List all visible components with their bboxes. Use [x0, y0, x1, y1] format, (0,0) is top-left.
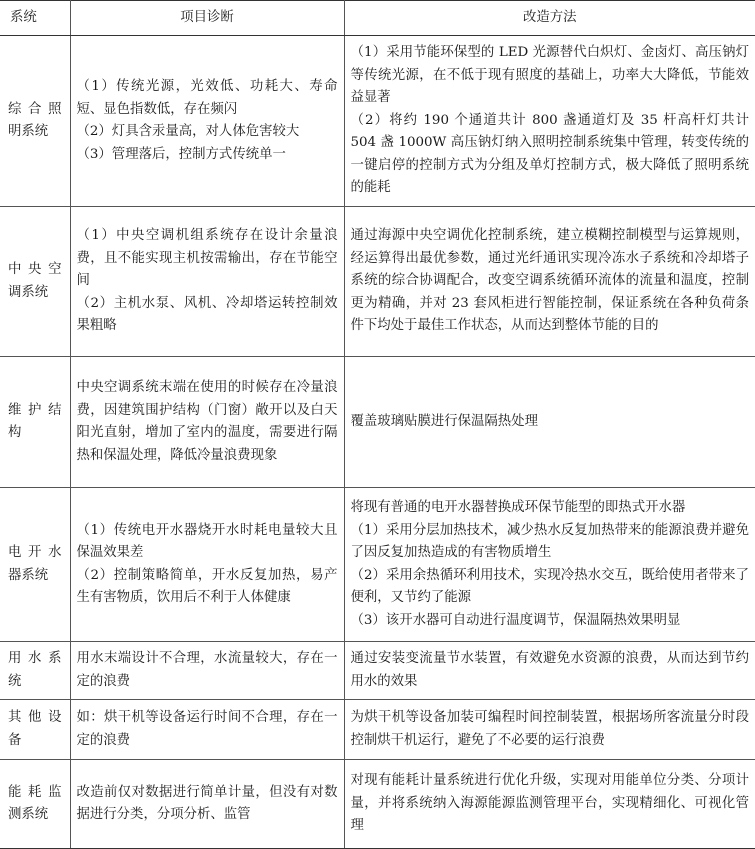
diagnosis-line: 改造前仅对数据进行简单计量，但没有对数据进行分类，分项分析、监管: [76, 784, 338, 822]
diagnosis-cell: [70, 700, 344, 760]
method-line: 通过海源中央空调优化控制系统，建立模糊控制模型与运算规则，经运算得出最优参数，通过光纤通讯实现冷冻水子系统和冷却塔子系统的综合协调配合，改变空调系统循环流体的流量和温度，控制更为精确，并对 23 套风柜进行智能控制，保证系统在各种负荷条件下均处于最佳工作状态，从而达到整体节能的目的: [350, 228, 749, 334]
table-header-row: [0, 1, 755, 36]
diagnosis-line: （1）传统光源，光效低、功耗大、寿命短、显色指数低，存在频闪: [76, 79, 338, 117]
method-cell: [344, 760, 755, 849]
header-diagnosis: 项目诊断: [70, 1, 344, 36]
diagnosis-cell: [70, 642, 344, 700]
method-line: （2）将约 190 个通道共计 800 盏通道灯及 35 杆高杆灯共计 504 盏 1000W 高压钠灯纳入照明控制系统集中管理，转变传统的一键启停的控制方式为分组及单灯控制方式，极大降低了照明系统的能耗: [350, 112, 749, 196]
system-cell: 能耗监测系统: [0, 760, 70, 849]
diagnosis-line: （3）管理落后，控制方式传统单一: [76, 146, 286, 162]
method-line: （1）采用节能环保型的 LED 光源替代白炽灯、金卤灯、高压钠灯等传统光源，在不低于现有照度的基础上，功率大大降低，节能效益显著: [350, 45, 749, 106]
method-line: 对现有能耗计量系统进行优化升级，实现对用能单位分类、分项计量，并将系统纳入海源能源监测管理平台，实现精细化、可视化管理: [350, 773, 749, 834]
diagnosis-line: （1）传统电开水器烧开水时耗电量较大且保温效果差: [76, 522, 338, 560]
diagnosis-cell: [70, 488, 344, 642]
system-cell: 维护结构: [0, 357, 70, 488]
table-row: [0, 207, 755, 357]
table-row: [0, 642, 755, 700]
table-row: [0, 357, 755, 488]
method-line: 为烘干机等设备加装可编程时间控制装置，根据场所客流量分时段控制烘干机运行，避免了不必要的运行浪费: [350, 710, 749, 748]
method-line: （2）采用余热循环利用技术，实现冷热水交互，既给使用者带来了便利，又节约了能源: [350, 567, 749, 605]
diagnosis-line: 中央空调系统末端在使用的时候存在冷量浪费，因建筑围护结构（门窗）敞开以及白天阳光直射，增加了室内的温度，需要进行隔热和保温处理，降低冷量浪费现象: [76, 380, 338, 463]
diagnosis-cell: [70, 760, 344, 849]
method-cell: [344, 642, 755, 700]
method-cell: [344, 357, 755, 488]
diagnosis-line: （2）灯具含汞量高，对人体危害较大: [76, 124, 300, 139]
method-line: （1）采用分层加热技术，减少热水反复加热带来的能源浪费并避免了因反复加热造成的有害物质增生: [350, 522, 749, 560]
method-cell: [344, 488, 755, 642]
table-row: [0, 700, 755, 760]
diagnosis-line: 用水末端设计不合理，水流量较大，存在一定的浪费: [76, 651, 338, 689]
header-method: 改造方法: [344, 1, 755, 36]
system-cell: 其他设备: [0, 700, 70, 760]
method-line: 通过安装变流量节水装置，有效避免水资源的浪费，从而达到节约用水的效果: [350, 651, 749, 689]
system-cell: 用水系统: [0, 642, 70, 700]
method-cell: [344, 36, 755, 207]
diagnosis-line: （2）主机水泵、风机、冷却塔运转控制效果粗略: [76, 295, 338, 334]
method-line: 将现有普通的电开水器替换成环保节能型的即热式开水器: [350, 500, 686, 515]
diagnosis-cell: [70, 207, 344, 357]
table-row: [0, 760, 755, 849]
system-cell: 中央空调系统: [0, 207, 70, 357]
table-row: [0, 488, 755, 642]
method-cell: [344, 207, 755, 357]
system-cell: 综合照明系统: [0, 36, 70, 207]
diagnosis-line: 如：烘干机等设备运行时间不合理，存在一定的浪费: [76, 710, 338, 748]
method-cell: [344, 700, 755, 760]
system-cell: 电开水器系统: [0, 488, 70, 642]
method-line: 覆盖玻璃贴膜进行保温隔热处理: [350, 413, 538, 429]
diagnosis-cell: [70, 357, 344, 488]
header-system: 系统: [0, 1, 70, 36]
method-line: （3）该开水器可自动进行温度调节，保温隔热效果明显: [350, 612, 681, 628]
table-row: [0, 36, 755, 207]
diagnosis-line: （2）控制策略简单，开水反复加热，易产生有害物质，饮用后不利于人体健康: [76, 567, 338, 605]
diagnosis-line: （1）中央空调机组系统存在设计余量浪费，且不能实现主机按需输出，存在节能空间: [76, 228, 338, 289]
diagnosis-cell: [70, 36, 344, 207]
